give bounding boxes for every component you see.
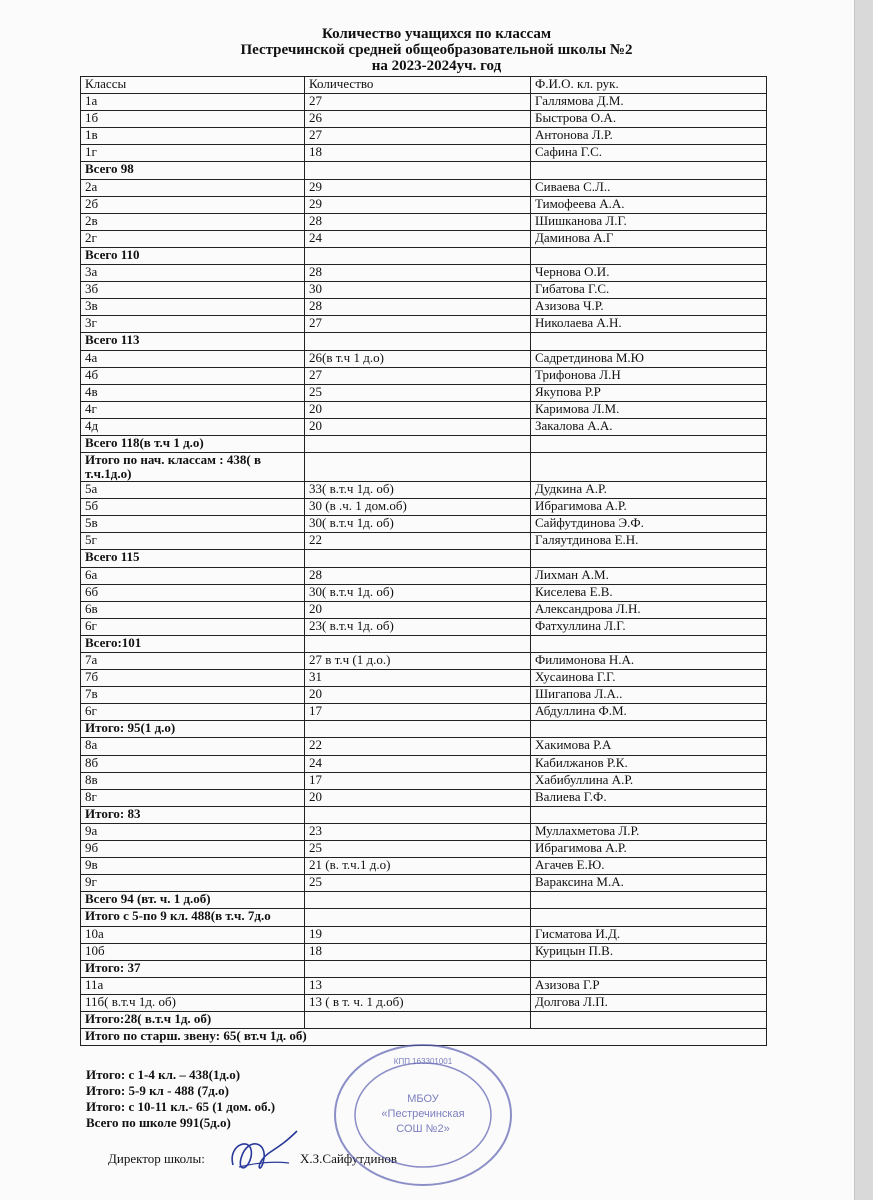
cell-teacher: Антонова Л.Р.: [531, 128, 767, 145]
cell-count: 27: [305, 94, 531, 111]
cell-teacher: Ибрагимова А.Р.: [531, 499, 767, 516]
table-row: [81, 550, 767, 567]
table-row: [81, 858, 767, 875]
table-row: [81, 994, 767, 1011]
cell-teacher: Кабилжанов Р.К.: [531, 755, 767, 772]
table-body: [81, 94, 767, 1046]
cell-teacher: Гибатова Г.С.: [531, 282, 767, 299]
table-row: [81, 738, 767, 755]
cell-class: 7в: [81, 687, 305, 704]
cell-class: 5г: [81, 533, 305, 550]
stamp-line-3: СОШ №2»: [396, 1123, 450, 1135]
table-row: [81, 772, 767, 789]
table-row: [81, 670, 767, 687]
cell-teacher: Чернова О.И.: [531, 265, 767, 282]
cell-count: 17: [305, 704, 531, 721]
row-summary: Итого по старш. звену: 65( вт.ч 1д. об): [81, 1029, 767, 1046]
cell-teacher: Каримова Л.М.: [531, 401, 767, 418]
cell-class: 2а: [81, 179, 305, 196]
summary-line: Итого: с 10-11 кл.- 65 (1 дом. об.): [86, 1099, 276, 1114]
cell-teacher: Ибрагимова А.Р.: [531, 841, 767, 858]
cell-count: [305, 1011, 531, 1028]
cell-class: Всего:101: [81, 635, 305, 652]
cell-class: 3б: [81, 282, 305, 299]
cell-class: Всего 98: [81, 162, 305, 179]
cell-count: 28: [305, 299, 531, 316]
cell-teacher: Хакимова Р.А: [531, 738, 767, 755]
table-row: [81, 601, 767, 618]
cell-class: Всего 110: [81, 247, 305, 264]
cell-teacher: Галлямова Д.М.: [531, 94, 767, 111]
table-row: [81, 584, 767, 601]
cell-teacher: Долгова Л.П.: [531, 994, 767, 1011]
header-classes: Классы: [81, 77, 305, 94]
cell-teacher: [531, 453, 767, 482]
table-row: [81, 111, 767, 128]
cell-class: Итого по нач. классам : 438( в т.ч.1д.о): [81, 453, 305, 482]
cell-class: Всего 115: [81, 550, 305, 567]
cell-count: 27: [305, 316, 531, 333]
cell-teacher: Сайфутдинова Э.Ф.: [531, 516, 767, 533]
cell-class: 6г: [81, 618, 305, 635]
school-stamp-icon: [328, 1040, 518, 1190]
cell-count: [305, 453, 531, 482]
cell-class: 1б: [81, 111, 305, 128]
cell-class: 8в: [81, 772, 305, 789]
table-row: [81, 482, 767, 499]
table-row: [81, 265, 767, 282]
cell-teacher: [531, 635, 767, 652]
cell-class: 8г: [81, 789, 305, 806]
cell-teacher: Трифонова Л.Н: [531, 367, 767, 384]
cell-count: 26(в т.ч 1 д.о): [305, 350, 531, 367]
cell-count: 25: [305, 384, 531, 401]
cell-count: [305, 721, 531, 738]
header-teacher: Ф.И.О. кл. рук.: [531, 77, 767, 94]
table-row: [81, 635, 767, 652]
signature-icon: [225, 1123, 305, 1183]
cell-count: 30( в.т.ч 1д. об): [305, 516, 531, 533]
table-row: [81, 196, 767, 213]
cell-count: [305, 162, 531, 179]
cell-teacher: [531, 162, 767, 179]
cell-count: 23( в.т.ч 1д. об): [305, 618, 531, 635]
cell-teacher: [531, 721, 767, 738]
cell-class: 6а: [81, 567, 305, 584]
cell-count: 17: [305, 772, 531, 789]
cell-class: Итого: 37: [81, 960, 305, 977]
cell-count: [305, 892, 531, 909]
title-line-1: Количество учащихся по классам: [321, 26, 552, 42]
cell-count: 30( в.т.ч 1д. об): [305, 584, 531, 601]
table-row: [81, 299, 767, 316]
summary-block: [86, 1067, 275, 1131]
cell-teacher: Киселева Е.В.: [531, 584, 767, 601]
table-row: [81, 721, 767, 738]
cell-count: [305, 247, 531, 264]
cell-class: 4г: [81, 401, 305, 418]
cell-count: [305, 960, 531, 977]
cell-count: 30 (в .ч. 1 дом.об): [305, 499, 531, 516]
table-row: [81, 333, 767, 350]
table-row: [81, 247, 767, 264]
table-row: [81, 367, 767, 384]
table-row: [81, 841, 767, 858]
table-row: [81, 806, 767, 823]
cell-teacher: Лихман А.М.: [531, 567, 767, 584]
cell-class: Итого: 95(1 д.о): [81, 721, 305, 738]
cell-class: Всего 118(в т.ч 1 д.о): [81, 435, 305, 452]
cell-count: 29: [305, 179, 531, 196]
cell-class: 10а: [81, 926, 305, 943]
cell-class: 1в: [81, 128, 305, 145]
table-row: [81, 687, 767, 704]
cell-class: 4в: [81, 384, 305, 401]
cell-teacher: Закалова А.А.: [531, 418, 767, 435]
cell-count: 24: [305, 230, 531, 247]
cell-class: 4а: [81, 350, 305, 367]
cell-teacher: Даминова А.Г: [531, 230, 767, 247]
cell-class: 9в: [81, 858, 305, 875]
class-roster-table: [80, 76, 767, 1046]
cell-class: 2в: [81, 213, 305, 230]
cell-class: Итого:28( в.т.ч 1д. об): [81, 1011, 305, 1028]
cell-count: [305, 806, 531, 823]
document-title: [0, 26, 873, 74]
cell-class: 6в: [81, 601, 305, 618]
cell-teacher: Гисматова И.Д.: [531, 926, 767, 943]
cell-teacher: Муллахметова Л.Р.: [531, 823, 767, 840]
cell-count: 20: [305, 401, 531, 418]
table-row: [81, 1011, 767, 1028]
director-name: Х.З.Сайфутдинов: [300, 1151, 398, 1166]
cell-teacher: Вараксина М.А.: [531, 875, 767, 892]
cell-class: 9а: [81, 823, 305, 840]
cell-count: 27 в т.ч (1 д.о.): [305, 653, 531, 670]
table-row: [81, 704, 767, 721]
cell-class: 10б: [81, 943, 305, 960]
cell-count: 18: [305, 145, 531, 162]
cell-count: 19: [305, 926, 531, 943]
cell-class: 8б: [81, 755, 305, 772]
cell-count: 21 (в. т.ч.1 д.о): [305, 858, 531, 875]
cell-count: [305, 333, 531, 350]
cell-teacher: Дудкина А.Р.: [531, 482, 767, 499]
cell-teacher: Шишканова Л.Г.: [531, 213, 767, 230]
cell-class: 6б: [81, 584, 305, 601]
cell-class: 5в: [81, 516, 305, 533]
cell-class: Всего 94 (вт. ч. 1 д.об): [81, 892, 305, 909]
table-row: [81, 892, 767, 909]
table-row: [81, 94, 767, 111]
cell-count: 22: [305, 533, 531, 550]
table-row: [81, 533, 767, 550]
cell-teacher: Валиева Г.Ф.: [531, 789, 767, 806]
cell-count: 28: [305, 567, 531, 584]
table-row: [81, 230, 767, 247]
summary-line: Всего по школе 991(5д.о): [86, 1115, 231, 1130]
cell-teacher: Сиваева С.Л..: [531, 179, 767, 196]
cell-count: [305, 550, 531, 567]
cell-teacher: [531, 333, 767, 350]
cell-count: 28: [305, 265, 531, 282]
cell-class: 4д: [81, 418, 305, 435]
cell-count: 20: [305, 789, 531, 806]
table-row: [81, 653, 767, 670]
cell-teacher: Хусаинова Г.Г.: [531, 670, 767, 687]
cell-class: 11б( в.т.ч 1д. об): [81, 994, 305, 1011]
cell-count: 27: [305, 128, 531, 145]
cell-count: [305, 435, 531, 452]
cell-count: [305, 635, 531, 652]
cell-teacher: [531, 550, 767, 567]
cell-teacher: [531, 1011, 767, 1028]
table-row: [81, 926, 767, 943]
cell-class: 3в: [81, 299, 305, 316]
stamp-line-1: МБОУ: [407, 1093, 439, 1105]
cell-count: [305, 909, 531, 926]
table-header-row: [81, 77, 767, 94]
cell-class: Итого с 5-по 9 кл. 488(в т.ч. 7д.о: [81, 909, 305, 926]
cell-count: 33( в.т.ч 1д. об): [305, 482, 531, 499]
page-edge: [854, 0, 873, 1200]
cell-class: 2г: [81, 230, 305, 247]
cell-count: 20: [305, 418, 531, 435]
table-row: [81, 789, 767, 806]
title-line-3: на 2023-2024уч. год: [371, 58, 502, 74]
cell-teacher: [531, 960, 767, 977]
cell-count: 27: [305, 367, 531, 384]
cell-class: 3г: [81, 316, 305, 333]
table-row: [81, 316, 767, 333]
summary-line: Итого: 5-9 кл - 488 (7д.о): [86, 1083, 229, 1098]
cell-teacher: Тимофеева А.А.: [531, 196, 767, 213]
cell-teacher: [531, 247, 767, 264]
table-row: [81, 960, 767, 977]
cell-count: 24: [305, 755, 531, 772]
cell-count: 30: [305, 282, 531, 299]
cell-count: 22: [305, 738, 531, 755]
cell-teacher: [531, 909, 767, 926]
cell-count: 26: [305, 111, 531, 128]
cell-class: 6г: [81, 704, 305, 721]
table-row: [81, 453, 767, 482]
cell-teacher: Фатхуллина Л.Г.: [531, 618, 767, 635]
cell-class: 3а: [81, 265, 305, 282]
cell-teacher: Азизова Ч.Р.: [531, 299, 767, 316]
cell-class: 9б: [81, 841, 305, 858]
cell-count: 20: [305, 601, 531, 618]
table-row: [81, 435, 767, 452]
cell-teacher: Курицын П.В.: [531, 943, 767, 960]
cell-teacher: Хабибуллина А.Р.: [531, 772, 767, 789]
table-row: [81, 823, 767, 840]
cell-class: 7а: [81, 653, 305, 670]
cell-teacher: Быстрова О.А.: [531, 111, 767, 128]
cell-teacher: [531, 806, 767, 823]
stamp-kpp: КПП 163301001: [393, 1057, 453, 1066]
cell-count: 23: [305, 823, 531, 840]
cell-count: 20: [305, 687, 531, 704]
cell-class: 4б: [81, 367, 305, 384]
cell-teacher: Галяутдинова Е.Н.: [531, 533, 767, 550]
table-row: [81, 213, 767, 230]
cell-teacher: Шигапова Л.А..: [531, 687, 767, 704]
table-row: [81, 145, 767, 162]
cell-teacher: [531, 892, 767, 909]
cell-count: 28: [305, 213, 531, 230]
cell-class: 9г: [81, 875, 305, 892]
cell-teacher: Сафина Г.С.: [531, 145, 767, 162]
cell-teacher: [531, 435, 767, 452]
cell-class: 8а: [81, 738, 305, 755]
table-row: [81, 499, 767, 516]
cell-class: 7б: [81, 670, 305, 687]
table-row: [81, 516, 767, 533]
cell-teacher: Николаева А.Н.: [531, 316, 767, 333]
table-row: [81, 179, 767, 196]
table-row: [81, 418, 767, 435]
cell-teacher: Абдуллина Ф.М.: [531, 704, 767, 721]
table-row: [81, 909, 767, 926]
cell-class: 2б: [81, 196, 305, 213]
table-row: [81, 350, 767, 367]
table-row: [81, 401, 767, 418]
table-row: [81, 282, 767, 299]
cell-class: 1г: [81, 145, 305, 162]
cell-class: Всего 113: [81, 333, 305, 350]
header-count: Количество: [305, 77, 531, 94]
table-row: [81, 567, 767, 584]
cell-teacher: Азизова Г.Р: [531, 977, 767, 994]
cell-count: 13: [305, 977, 531, 994]
cell-teacher: Садретдинова М.Ю: [531, 350, 767, 367]
cell-teacher: Филимонова Н.А.: [531, 653, 767, 670]
cell-count: 29: [305, 196, 531, 213]
table-row: [81, 943, 767, 960]
cell-teacher: Агачев Е.Ю.: [531, 858, 767, 875]
cell-count: 18: [305, 943, 531, 960]
title-line-2: Пестречинской средней общеобразовательной школы №2: [240, 42, 633, 58]
summary-line: Итого: с 1-4 кл. – 438(1д.о): [86, 1067, 241, 1082]
cell-class: 1а: [81, 94, 305, 111]
table-row: [81, 755, 767, 772]
cell-teacher: Александрова Л.Н.: [531, 601, 767, 618]
table-row: [81, 128, 767, 145]
cell-count: 31: [305, 670, 531, 687]
table-row: [81, 875, 767, 892]
director-label: Директор школы:: [108, 1151, 205, 1166]
table-row: [81, 977, 767, 994]
cell-class: 5а: [81, 482, 305, 499]
table-row: [81, 384, 767, 401]
cell-count: 25: [305, 875, 531, 892]
cell-class: Итого: 83: [81, 806, 305, 823]
cell-class: 11а: [81, 977, 305, 994]
cell-count: 13 ( в т. ч. 1 д.об): [305, 994, 531, 1011]
table-row: [81, 618, 767, 635]
table-row: [81, 162, 767, 179]
stamp-line-2: «Пестречинская: [381, 1108, 465, 1120]
cell-class: 5б: [81, 499, 305, 516]
cell-count: 25: [305, 841, 531, 858]
cell-teacher: Якупова Р.Р: [531, 384, 767, 401]
